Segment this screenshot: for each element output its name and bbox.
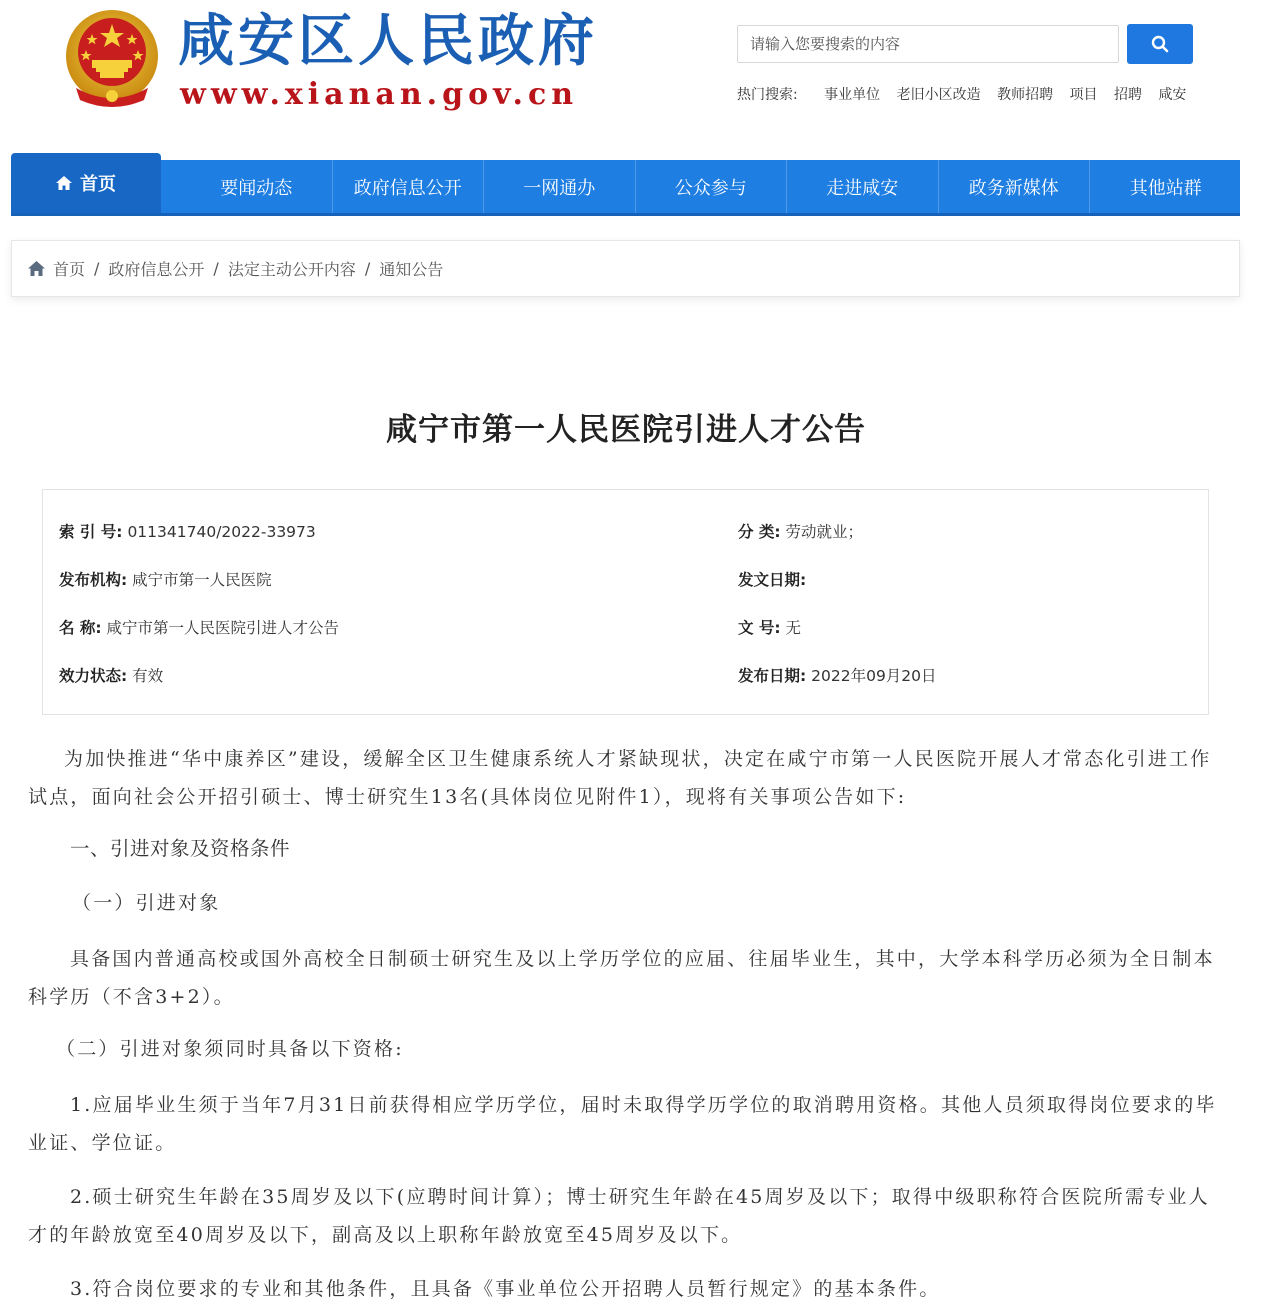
meta-index [59, 520, 316, 542]
nav-item-gov-info[interactable]: 政府信息公开 [333, 160, 485, 213]
subsection-heading: （二）引进对象须同时具备以下资格: [56, 1038, 404, 1060]
breadcrumb-separator: / [364, 259, 371, 278]
breadcrumb-statutory[interactable]: 法定主动公开内容 [227, 260, 356, 279]
breadcrumb-home[interactable]: 首页 [53, 260, 86, 279]
nav-item-participation[interactable]: 公众参与 [636, 160, 788, 213]
meta-doc-no [738, 616, 801, 638]
nav-home[interactable] [11, 153, 161, 213]
meta-status-value: 有效 [132, 667, 164, 685]
meta-category [738, 520, 863, 542]
hot-search-item[interactable]: 咸安 [1158, 87, 1187, 103]
site-name: 咸安区人民政府 [178, 9, 598, 74]
meta-name-label: 名 称: [59, 619, 102, 637]
meta-doc-date-label: 发文日期: [738, 571, 807, 589]
breadcrumb-gov-info[interactable]: 政府信息公开 [108, 260, 205, 279]
site-url: www.xianan.gov.cn [180, 77, 579, 112]
meta-publisher [59, 568, 272, 590]
body-paragraph: 3.符合岗位要求的专业和其他条件，且具备《事业单位公开招聘人员暂行规定》的基本条件。 [70, 1278, 941, 1300]
article-meta-table [42, 489, 1209, 715]
hot-search-label: 热门搜索: [737, 87, 798, 103]
meta-status-label: 效力状态: [59, 667, 128, 685]
breadcrumb-separator: / [213, 259, 219, 278]
meta-doc-no-label: 文 号: [738, 619, 781, 637]
meta-doc-date [738, 568, 806, 590]
meta-status [59, 664, 163, 686]
body-paragraph: 2.硕士研究生年龄在35周岁及以下(应聘时间计算）；博士研究生年龄在45周岁及以下；取得中级职称符合医院所需专业人才的年龄放宽至40周岁及以下，副高及以上职称年龄放宽至45周岁及以下。 [28, 1186, 1210, 1246]
nav-item-new-media[interactable]: 政务新媒体 [939, 160, 1091, 213]
hot-search-item[interactable]: 教师招聘 [997, 87, 1054, 103]
meta-category-label: 分 类: [738, 523, 781, 541]
national-emblem-icon [62, 8, 162, 112]
hot-search-item[interactable]: 老旧小区改造 [896, 87, 981, 103]
breadcrumb-notices[interactable]: 通知公告 [379, 260, 444, 279]
section-heading: 一、引进对象及资格条件 [70, 837, 291, 860]
search-input[interactable] [737, 25, 1119, 63]
meta-pub-date-label: 发布日期: [738, 667, 807, 685]
meta-category-value: 劳动就业； [785, 523, 864, 541]
meta-index-value: 011341740/2022-33973 [127, 523, 316, 541]
breadcrumb [11, 240, 1240, 297]
meta-publisher-label: 发布机构: [59, 571, 128, 589]
article-body [28, 740, 1224, 1306]
article-title: 咸宁市第一人民医院引进人才公告 [386, 412, 866, 448]
hot-search-item[interactable]: 招聘 [1113, 87, 1142, 103]
nav-item-news[interactable]: 要闻动态 [181, 160, 333, 213]
main-nav [11, 160, 1240, 216]
meta-index-label: 索 引 号: [59, 523, 123, 541]
site-header [0, 0, 1276, 150]
hot-search-item[interactable]: 事业单位 [824, 87, 881, 103]
nav-item-services[interactable]: 一网通办 [484, 160, 636, 213]
breadcrumb-home-icon [28, 261, 45, 276]
meta-name-value: 咸宁市第一人民医院引进人才公告 [106, 619, 340, 637]
meta-pub-date-value: 2022年09月20日 [811, 667, 937, 685]
hot-search-item[interactable]: 项目 [1069, 87, 1098, 103]
meta-pub-date [738, 664, 937, 686]
body-paragraph: 具备国内普通高校或国外高校全日制硕士研究生及以上学历学位的应届、往届毕业生，其中，大学本科学历必须为全日制本科学历（不含3+2）。 [28, 948, 1215, 1008]
breadcrumb-separator: / [94, 259, 100, 278]
nav-home-label: 首页 [80, 174, 116, 195]
search-button[interactable] [1127, 24, 1193, 64]
subsection-heading: （一）引进对象 [72, 892, 221, 914]
meta-name [59, 616, 339, 638]
body-paragraph: 1.应届毕业生须于当年7月31日前获得相应学历学位，届时未取得学历学位的取消聘用资格。其他人员须取得岗位要求的毕业证、学位证。 [28, 1094, 1217, 1154]
meta-publisher-value: 咸宁市第一人民医院 [132, 571, 272, 589]
nav-item-other-sites[interactable]: 其他站群 [1129, 177, 1202, 199]
home-icon [56, 176, 72, 190]
intro-paragraph: 为加快推进“华中康养区”建设，缓解全区卫生健康系统人才紧缺现状，决定在咸宁市第一人民医院开展人才常态化引进工作试点，面向社会公开招引硕士、博士研究生13名(具体岗位见附件1），现将有关事项公告如下: [28, 748, 1212, 808]
meta-doc-no-value: 无 [785, 619, 802, 637]
search-icon [1151, 35, 1169, 53]
nav-items [181, 160, 1242, 213]
nav-item-about[interactable]: 走进咸安 [787, 160, 939, 213]
hot-searches [737, 84, 1193, 104]
